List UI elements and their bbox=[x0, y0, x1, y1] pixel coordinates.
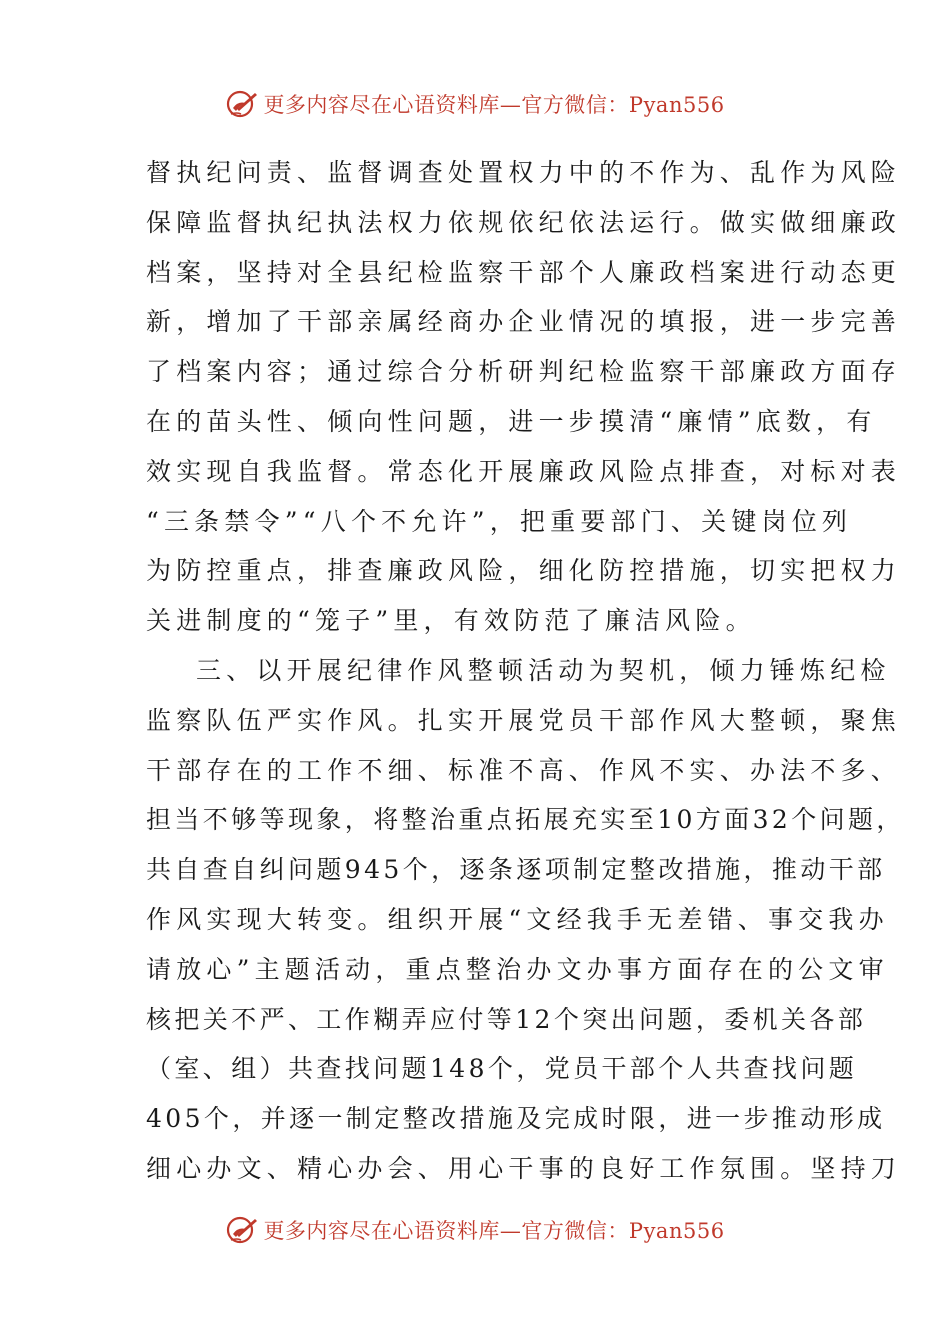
text-line: 了档案内容；通过综合分析研判纪检监察干部廉政方面存 bbox=[146, 357, 902, 387]
document-body bbox=[146, 148, 905, 1194]
text-line: 作风实现大转变。组织开展“文经我手无差错、事交我办 bbox=[146, 904, 889, 934]
text-line: 督执纪问责、监督调查处置权力中的不作为、乱作为风险 bbox=[146, 158, 902, 187]
watermark-text: 更多内容尽在心语资料库—官方微信：Pyan556 bbox=[263, 1219, 725, 1243]
text-line: 档案，坚持对全县纪检监察干部个人廉政档案进行动态更 bbox=[146, 257, 902, 287]
text-line: （室、组）共查找问题148个，党员干部个人共查找问题 bbox=[146, 1054, 858, 1084]
text-line: 请放心”主题活动，重点整治办文办事方面存在的公文审 bbox=[146, 954, 889, 984]
text-line: 担当不够等现象，将整治重点拓展充实至10方面32个问题， bbox=[146, 805, 905, 835]
pen-circle-logo-icon bbox=[225, 87, 259, 121]
text-line: 共自查自纠问题945个，逐条逐项制定整改措施，推动干部 bbox=[146, 855, 886, 885]
header-watermark-banner bbox=[0, 82, 950, 126]
footer-watermark-banner bbox=[0, 1208, 950, 1252]
text-line: 关进制度的“笼子”里，有效防范了廉洁风险。 bbox=[146, 606, 756, 636]
pen-circle-logo-icon bbox=[225, 1213, 259, 1247]
text-line: 干部存在的工作不细、标准不高、作风不实、办法不多、 bbox=[146, 755, 902, 785]
text-line: 细心办文、精心办会、用心干事的良好工作氛围。坚持刀 bbox=[146, 1153, 902, 1183]
text-line: 405个，并逐一制定整改措施及完成时限，进一步推动形成 bbox=[146, 1104, 886, 1134]
text-line: 为防控重点，排查廉政风险，细化防控措施，切实把权力 bbox=[146, 556, 902, 586]
text-line: 监察队伍严实作风。扎实开展党员干部作风大整顿，聚焦 bbox=[146, 705, 902, 735]
text-line: 核把关不严、工作糊弄应付等12个突出问题，委机关各部 bbox=[146, 1004, 867, 1034]
text-line: 保障监督执纪执法权力依规依纪依法运行。做实做细廉政 bbox=[146, 207, 902, 237]
text-line: 在的苗头性、倾向性问题，进一步摸清“廉情”底数，有 bbox=[146, 406, 877, 436]
watermark-text: 更多内容尽在心语资料库—官方微信：Pyan556 bbox=[263, 93, 725, 117]
section-heading-line: 三、以开展纪律作风整顿活动为契机，倾力锤炼纪检 bbox=[196, 655, 891, 685]
text-line: 效实现自我监督。常态化开展廉政风险点排查，对标对表 bbox=[146, 456, 902, 486]
text-line: “三条禁令”“八个不允许”，把重要部门、关键岗位列 bbox=[146, 506, 853, 536]
text-line: 新，增加了干部亲属经商办企业情况的填报，进一步完善 bbox=[146, 307, 902, 337]
